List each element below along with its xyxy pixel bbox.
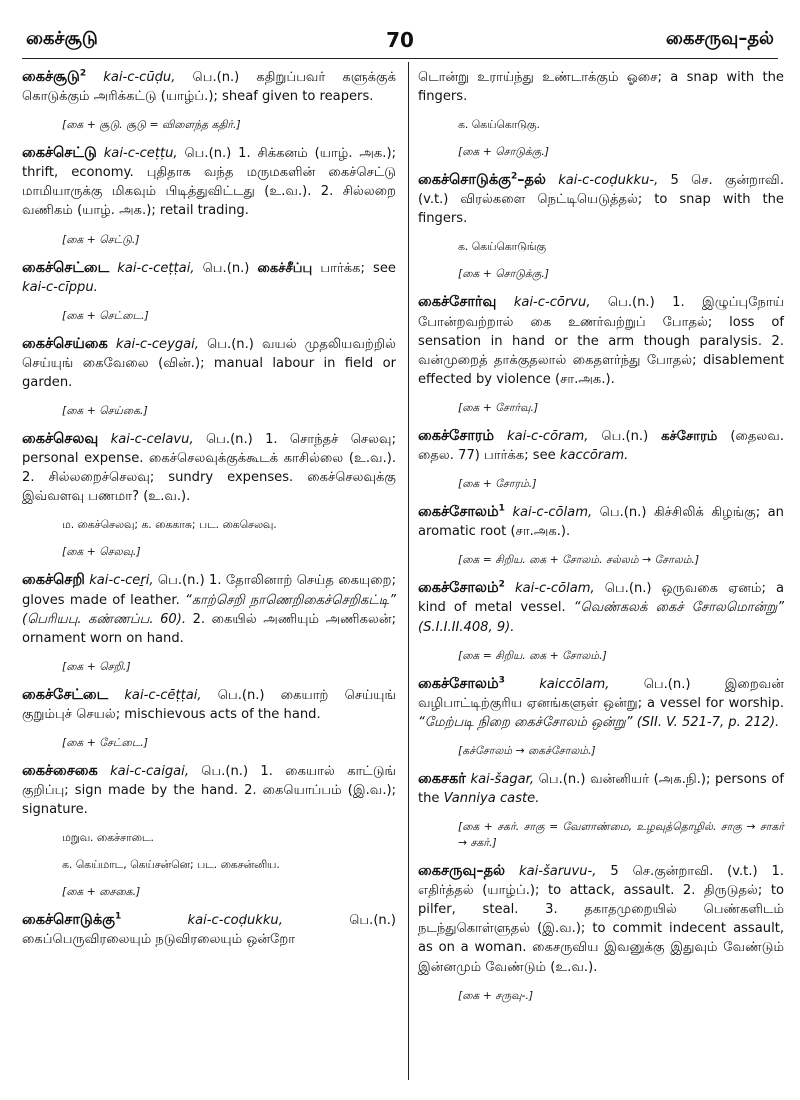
transliteration: kai-c-celavu, [110,432,194,448]
cognates-note: க. கெய்கொடுகு. [458,118,540,132]
homonym-number: 3 [498,675,505,686]
homonym-number: 2 [498,579,505,590]
dictionary-entry [418,675,784,732]
dictionary-entry [22,762,396,819]
transliteration: kaiccōlam, [539,676,610,692]
headword: கைச்சொடுக்கு [418,172,511,189]
definition-text: பெ.(n.) கைப்பெருவிரலையும் நடுவிரலையும் ஒன்றோ [22,913,396,948]
etymology-note: [கை + செறி.] [62,659,131,673]
homonym-number: 1 [498,503,505,514]
headword: கைச்சைகை [22,762,98,779]
etymology-note: [கை + செட்டை.] [62,308,149,322]
headword: கைச்செட்டு [22,145,97,162]
transliteration: kai-šaruvu-, [519,864,597,880]
dictionary-entry [418,862,784,977]
space [98,432,110,447]
dictionary-entry [22,911,396,949]
header-rule [22,58,778,59]
header-right-guideword: கைசருவு–தல் [665,28,774,49]
etymology-note: [கை = சிறிய. கை + சோலம்.] [458,648,607,662]
definition-text: பெ.(n.) கையாற் செய்யுங் குறும்புச் செயல்; mischievous acts of the hand. [22,687,397,722]
definition-text: பெ.(n.) [588,428,662,444]
transliteration: kai-c-cīppu. [22,279,98,295]
definition-text: பார்க்க; see [312,260,396,276]
headword: கைச்சூடு [22,69,80,85]
space [546,173,558,188]
dictionary-entry [22,686,396,724]
etymology-note: [கை + செலவு.] [62,545,141,559]
etymology-note: [கை = சிறிய. கை + சோலம். சல்லம் → சோலம்.] [458,553,700,567]
transliteration: kai-c-ceygai, [115,336,199,352]
dictionary-entry [418,579,784,636]
left-column [22,68,396,960]
headword: கைச்செட்டை [22,259,110,276]
transliteration: kai-c-ceṭṭai, [117,260,195,276]
headword: –தல் [517,172,546,189]
dictionary-entry [22,430,396,506]
right-column [418,68,784,1015]
dictionary-entry [22,68,396,106]
space [98,764,110,779]
space [505,581,515,596]
page-header [0,28,800,68]
transliteration: kai-c-cūḍu, [103,70,176,85]
etymology-note: [கை + செய்கை.] [62,404,148,418]
dictionary-entry [418,770,784,808]
definition-text: பெ.(n.) 1. தோலினாற் செய்த கையுறை; gloves made of leather. [22,573,396,608]
headword: கைச்சோலம் [418,504,499,521]
headword: கைச்சோரம் [418,427,495,444]
headword: கைசகர் [418,770,466,787]
quotation: “காற்செறி நாணெறிகைச்செறிகட்டி” (பெரியபு. கண்ணப்ப. 60). [22,592,396,627]
definition-text: பெ.(n.) வன்னியர் (அக.நி.); persons of the [418,771,784,806]
space [108,337,116,352]
space [494,429,507,444]
etymology-note: [கை + சேட்டை.] [62,735,148,749]
quotation: “வெண்கலக் கைச் சோலமொன்று” (S.I.I.II.408, 9). [418,600,784,635]
transliteration: Vanniya caste. [443,790,540,806]
definition-text: பெ.(n.) இறைவன் வழிபாட்டிற்குரிய ஏனங்களுள் ஒன்று; a vessel for worship. [418,676,784,711]
space [505,677,539,692]
dictionary-entry [22,571,396,647]
definition-text: 2. கையில் அணியும் அணிகலன்; ornament worn on hand. [22,611,397,646]
dictionary-entry [418,503,784,541]
dictionary-entry [22,144,396,220]
etymology-note: [கச்சோலம் → கைச்சோலம்.] [458,743,596,757]
etymology-note: [கை + சூடு. சூடு = விளைந்த கதிர்.] [62,118,241,132]
definition-text: பெ.(n.) [194,260,258,276]
cognates-note: மறுவ. கைச்சாடை. [62,831,154,845]
cognates-note: க. கெய்கொடுங்கு [458,240,546,254]
dictionary-entry [22,335,396,392]
etymology-note: [கை + சகர். சாகு = வேளாண்மை, உழவுத்தொழில். சாகு → சாகர் → சகர்.] [458,820,784,850]
definition-text: டொன்று உராய்ந்து உண்டாக்கும் ஓசை; a snap with the fingers. [418,70,784,105]
etymology-note: [கை + சோரம்.] [458,477,537,491]
space [97,146,104,161]
headword: கைச்சோர்வு [418,294,497,311]
transliteration: kai-c-coḍukku, [187,913,283,929]
transliteration: kai-c-caigai, [110,763,189,779]
homonym-number: 2 [79,68,87,79]
definition-text: பெ.(n.) 1. சிக்கனம் (யாழ். அக.); thrift, economy. புதிதாக வந்த மருமகளின் கைச்செட்டு மாமியாருக்கு மிகவும் பிடித்துவிட்டது (உ.வ.). 2. சில்லறை வணிகம் (யாழ். அக.); retail trading. [22,146,396,219]
etymology-note: [கை + சருவு-.] [458,988,534,1002]
header-left-guideword: கைச்சூடு [26,28,98,49]
headword: கைச்செலவு [22,431,99,448]
transliteration: kai-c-ceṟi, [89,573,154,589]
dictionary-entry [22,259,396,297]
etymology-note: [கை + சொடுக்கு.] [458,145,549,159]
cross-reference: கச்சோரம் [661,428,718,444]
etymology-note: [கை + சோர்வு.] [458,400,539,414]
transliteration: kai-c-cēṭṭai, [124,687,202,703]
definition-text: பெ.(n.) கதிறுப்பவர் களுக்குக் கொடுக்கும் அரிக்கட்டு (யாழ்ப்.); sheaf given to reapers. [22,70,396,105]
etymology-note: [கை + சொடுக்கு.] [458,267,549,281]
definition-text: 5 செ. குன்றாவி. (v.t.) விரல்களை நெட்டியெடுத்தல்; to snap with the fingers. [418,173,784,227]
cognates-note: ம. கைச்செலவு; க. கைகாசு; பட. கைசெலவு. [62,518,277,532]
transliteration: kai-c-cōlam, [514,581,595,597]
etymology-note: [கை + சைகை.] [62,885,141,899]
cross-reference: கைச்சீப்பு [257,260,313,276]
headword: கைச்சோலம் [418,675,499,692]
space [505,864,519,879]
headword: கைச்செய்கை [22,335,108,352]
headword: கைசருவு–தல் [418,863,506,880]
homonym-number: 2 [510,171,518,182]
definition-text: பெ.(n.) 1. இழுப்புநோய் போன்றவற்றால் கை உணர்வற்றுப் போதல்; loss of sensation in hand or the arm though paralysis. 2. வன்முறைத் தாக்குதலால் கைதளர்ந்து போதல்; disablement effected by violence (சா.அக.). [418,295,784,387]
space [108,688,124,703]
headword: கைச்சொடுக்கு [22,912,115,929]
dictionary-entry [418,68,784,106]
space [121,913,187,928]
quotation: “மேற்படி நிறை கைச்சோலம் ஒன்று” (SII. V. 521-7, p. 212). [418,714,780,730]
definition-text: பெ.(n.) 1. கையால் காட்டுங் குறிப்பு; sign made by the hand. 2. கையொப்பம் (இ.வ.); signature. [22,763,396,818]
transliteration: kai-c-ceṭṭu, [103,146,178,162]
etymology-note: [கை + செட்டு.] [62,232,140,246]
column-divider [408,62,409,1080]
dictionary-entry [418,171,784,228]
definition-text: பெ.(n.) கிச்சிலிக் கிழங்கு; an aromatic root (சா.அக.). [418,505,784,540]
cognates-note: க. கெய்மாட, கெய்சன்னெ; பட. கைசன்னிய. [62,858,280,872]
dictionary-entry [418,293,784,388]
headword: கைச்செறி [22,572,85,589]
definition-text: பெ.(n.) வயல் முதலியவற்றில் செய்யுங் கைவேலை (வின்.); manual labour in field or garden. [22,336,396,390]
definition-text: 5 செ.குன்றாவி. (v.t.) 1. எதிர்த்தல் (யாழ்ப்.); to attack, assault. 2. திருடுதல்; to pilfer, steal. 3. தகாதமுறையில் பெண்களிடம் நடந்துகொள்ளுதல் (இ.வ.); to commit indecent assault, as on a woman. கைசருவிய இவனுக்கு இதுவும் வேண்டும் இன்னமும் வேண்டும் (உ.வ.). [418,864,784,975]
transliteration: kai-c-coḍukku-, [558,173,659,189]
definition-text: (தைலவ. தைல. 77) பார்க்க; see [418,428,784,464]
space [496,295,513,310]
page-number: 70 [386,28,414,52]
transliteration: kai-c-cōram, [507,428,589,444]
headword: கைச்சேட்டை [22,686,109,703]
space [86,70,103,85]
definition-text: பெ.(n.) ஒருவகை ஏனம்; a kind of metal vessel. [418,581,784,616]
dictionary-entry [418,427,784,465]
homonym-number: 1 [114,911,122,922]
transliteration: kai-c-cōlam, [512,505,593,521]
transliteration: kaccōram. [559,448,629,464]
headword: கைச்சோலம் [418,580,499,597]
transliteration: kai-c-cōrvu, [513,295,591,311]
transliteration: kai-šagar, [470,771,535,787]
definition-text: பெ.(n.) 1. சொந்தச் செலவு; personal expense. கைச்செலவுக்குக்கூடக் காசில்லை (உ.வ.). 2. சில்லறைச்செலவு; sundry expenses. கைச்செலவுக்கு இவ்வளவு பணமா? (உ.வ.). [22,432,396,505]
